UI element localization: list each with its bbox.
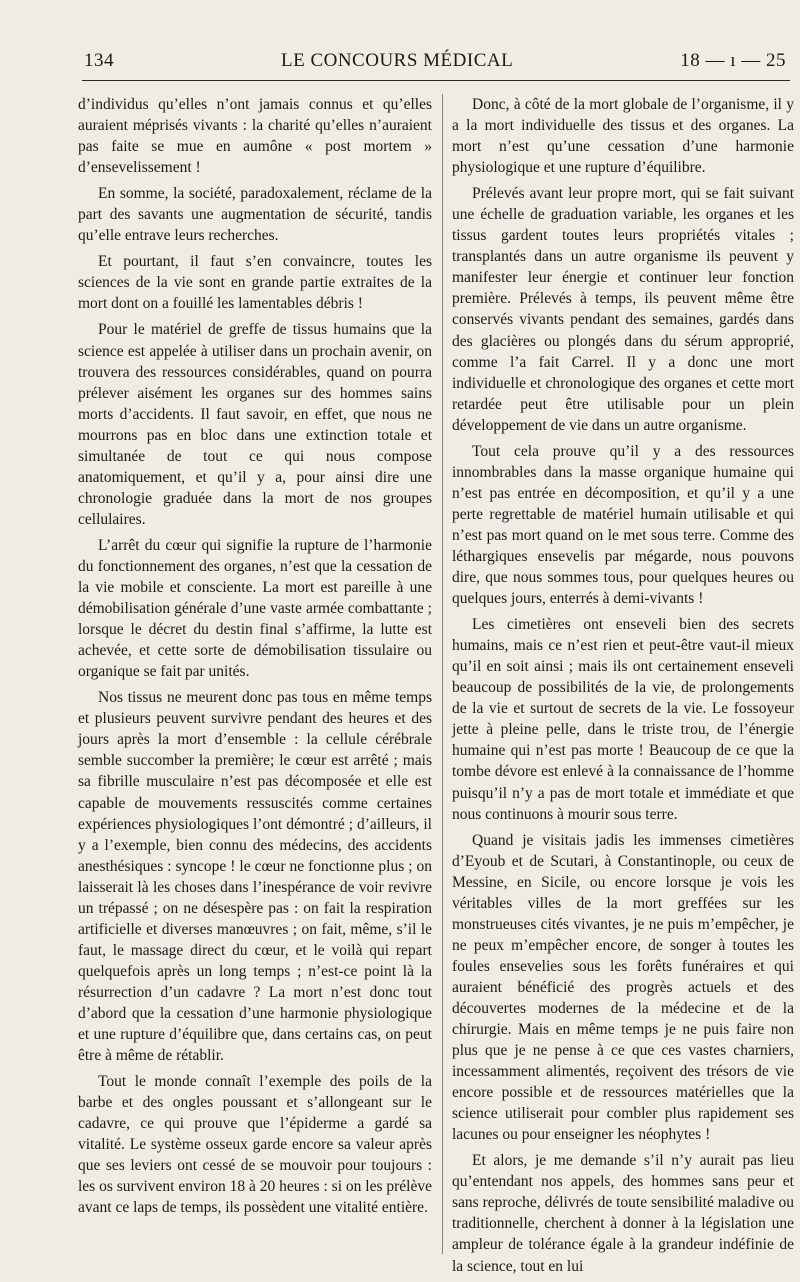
page-number: 134 xyxy=(84,50,114,71)
paragraph: L’arrêt du cœur qui signifie la rupture de l’harmonie du fonctionnement des organes, n’est que la cessation de la vie mobile et consciente. La mort est pareille à une démobilisation générale d’une vaste armée combattante ; lorsque le décret du destin final s’affirme, la lutte est achevée, et cette sorte de démobilisation tissulaire ou organique se fait par unités. xyxy=(78,536,432,681)
journal-title: LE CONCOURS MÉDICAL xyxy=(280,50,514,71)
paragraph: Quand je visitais jadis les immenses cimetières d’Eyoub et de Scutari, à Constantinople, ou ceux de Messine, en Sicile, ou encore lorsque je vois les véritables villes de la mort greffées sur les monstrueuses cités vivantes, je ne puis m’empêcher, je ne peux m’empêcher encore, de songer à toutes les foules ensevelies sous les forêts funéraires et qui auraient bénéficié des progrès actuels et des découvertes modernes de la médecine et de la chirurgie. Mais en même temps je ne puis faire non plus que je ne pense à ce que ces vastes charniers, incessamment alimentés, reçoivent des trésors de vie encore possible et de ressources matérielles que la science utiliserait pour combler plus rapidement ses lacunes ou pour enseigner les néophytes ! xyxy=(452,831,794,1144)
paragraph: Donc, à côté de la mort globale de l’organisme, il y a la mort individuelle des tissus et des organes. La mort n’est qu’une cessation d’une harmonie physiologique et une rupture d’équilibre. xyxy=(452,96,794,177)
paragraph: En somme, la société, paradoxalement, réclame de la part des savants une augmentation de sécurité, tandis qu’elle entrave leurs recherches. xyxy=(78,185,432,245)
running-header xyxy=(84,50,786,78)
paragraph: Prélevés avant leur propre mort, qui se fait suivant une échelle de graduation variable, les organes et les tissus gardent toutes leurs propriétés vitales ; transplantés dans un autre organisme ils peuvent y manifester leur énergie et continuer leur fonction première. Prélevés à temps, ils peuvent même être conservés vivants pendant des semaines, gardés dans des glacières ou plongés dans du sérum approprié, comme l’a fait Carrel. Il y a donc une mort individuelle et chronologique des organes et cette mort retardée peut être utilisable pour un plein développement de vie dans un autre organisme. xyxy=(452,185,794,434)
paragraph: Tout cela prouve qu’il y a des ressources innombrables dans la masse organique humaine qui n’est pas entrée en décomposition, et qu’il y a une perte regrettable de matériel humain utilisable et qui n’est pas mort quand on le met sous terre. Comme des léthargiques ensevelis par mégarde, nous pouvons dire, que nous sommes tous, pour quelques heures ou quelques jours, enterrés à demi-vivants ! xyxy=(452,442,794,608)
paragraph: Tout le monde connaît l’exemple des poils de la barbe et des ongles poussant et s’allongeant sur le cadavre, ce qui prouve que l’épiderme a gardé sa vitalité. Le système osseux garde encore sa valeur après que ses leviers ont cessé de se mouvoir pour toujours : les os survivent environ 18 à 20 heures : si on les prélève avant ce laps de temps, ils possèdent une vitalité entière. xyxy=(78,1073,432,1217)
issue-date: 18 — ı — 25 xyxy=(680,50,786,71)
paragraph: Et pourtant, il faut s’en convaincre, toutes les sciences de la vie sont en grande partie extraites de la mort dont on a fouillé les lamentables débris ! xyxy=(78,253,432,313)
paragraph: Pour le matériel de greffe de tissus humains que la science est appelée à utiliser dans un prochain avenir, on trouvera des ressources considérables, quand on pourra prélever aisément les organes sur des hommes sains morts d’accidents. Il faut savoir, en effet, que nous ne mourrons pas en bloc dans une extinction totale et simultanée de tout ce qui nous compose anatomiquement, et qu’il y a, pour ainsi dire une chronologie graduée dans la mort de nos groupes cellulaires. xyxy=(78,321,432,528)
paragraph: Nos tissus ne meurent donc pas tous en même temps et plusieurs peuvent survivre pendant des heures et des jours après la mort d’ensemble : la cellule cérébrale semble succomber la première; le cœur est arrêté ; mais sa fibrille musculaire n’est pas décomposée et elle est capable de mouvements ressuscités comme certaines expériences physiologiques l’ont démontré ; d’ailleurs, il y a l’exemple, bien connu des médecins, des accidents anesthésiques : syncope ! le cœur ne fonctionne plus ; on laisserait là les choses dans l’inespérance de voir revivre un trépassé ; on ne désespère pas : on fait la respiration artificielle et diverses manœuvres ; on fait, même, s’il le faut, le massage direct du cœur, et le voilà qui repart quelquefois après un long temps ; n’est-ce point là la résurrection d’un cadavre ? La mort n’est donc tout d’abord que la cessation d’une harmonie physiologique et une rupture d’équilibre que, dans certains cas, on peut être à même de rétablir. xyxy=(78,689,432,1065)
right-column xyxy=(452,94,794,1282)
paragraph: d’individus qu’elles n’ont jamais connus et qu’elles auraient méprisés vivants : la charité qu’elles n’auraient pas faite se mue en aumône « post mortem » d’ensevelissement ! xyxy=(78,96,432,177)
left-column xyxy=(78,94,432,1223)
paragraph: Et alors, je me demande s’il n’y aurait pas lieu qu’entendant nos appels, des hommes sans peur et sans reproche, délivrés de toute sensibilité maladive ou traditionnelle, cherchent à donner à la législation une ampleur de tolérance égale à la grandeur indéfinie de la science, tout en lui xyxy=(452,1152,794,1275)
paragraph: Les cimetières ont enseveli bien des secrets humains, mais ce n’est rien et peut-être vaut-il mieux qu’il en soit ainsi ; mais ils ont certainement enseveli beaucoup de possibilités de la vie, de prolongements de la vie et surtout de secrets de la vie. Le fossoyeur jette à pleine pelle, dans le triste trou, de l’énergie humaine qui n’est pas morte ! Beaucoup de ce que la tombe dévore est enlevé à la connaissance de l’homme puisqu’il n’y a pas de mort totale et immédiate et que nous continuons à mourir sous terre. xyxy=(452,616,794,823)
header-rule xyxy=(82,80,790,81)
column-divider xyxy=(442,94,443,1254)
